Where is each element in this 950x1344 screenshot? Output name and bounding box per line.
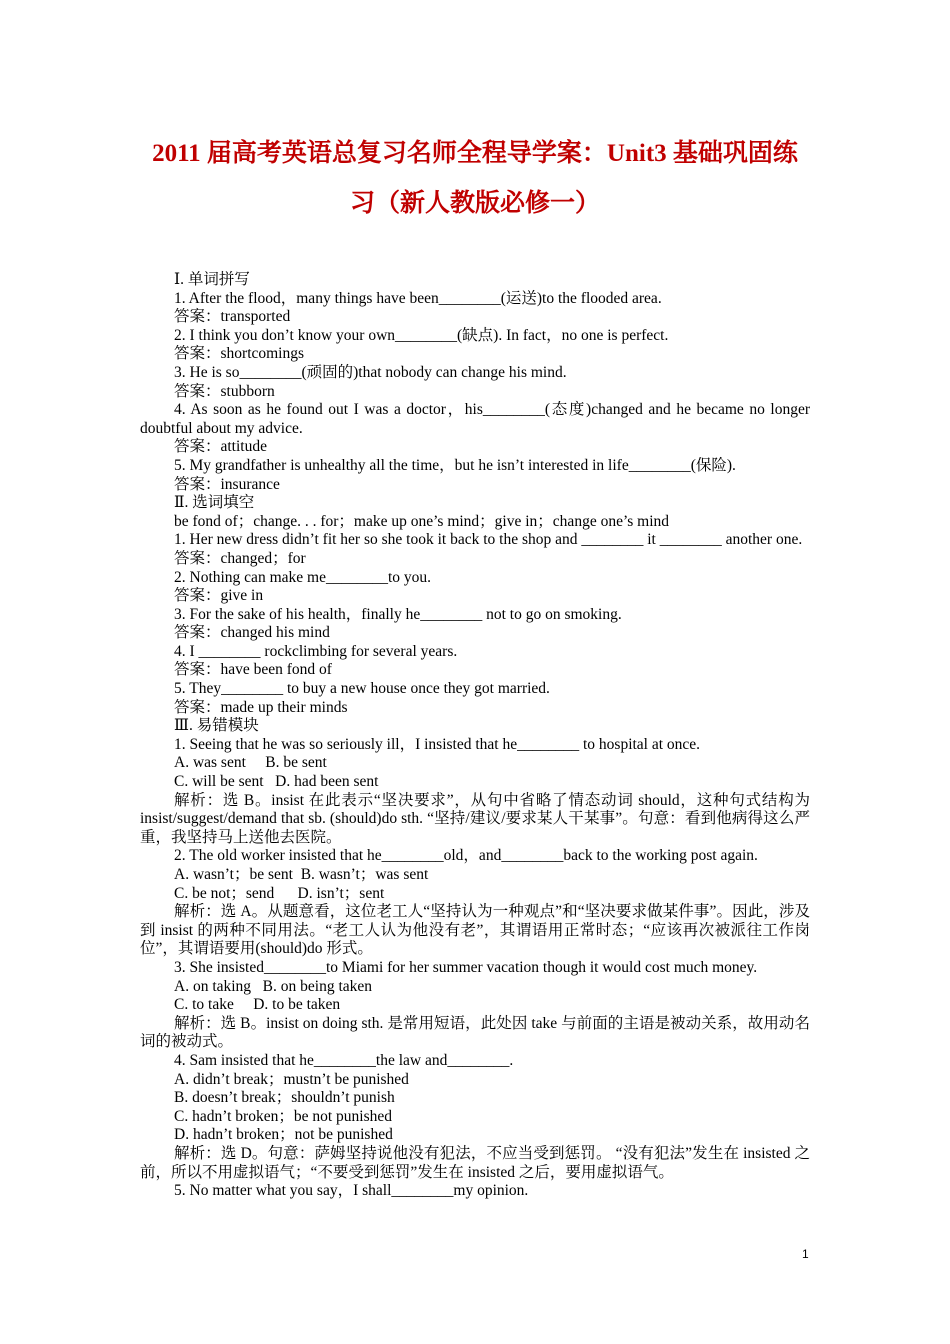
paragraph: Ⅲ. 易错模块	[174, 717, 259, 735]
paragraph: 解析：选 D。句意：萨姆坚持说他没有犯法，不应当受到惩罚。 “没有犯法”发生在 insisted 之前，所以不用虚拟语气；“不要受到惩罚”发生在 insisted 之后，要用虚拟语气。	[140, 1144, 810, 1181]
paragraph: 答案：give in	[174, 587, 264, 605]
paragraph: 5. No matter what you say，I shall________my opinion.	[174, 1182, 529, 1200]
paragraph: 1. Seeing that he was so seriously ill，I insisted that he________ to hospital at once.	[174, 735, 701, 753]
paragraph: 1. Her new dress didn’t fit her so she took it back to the shop and ________ it ________ another one.	[174, 531, 803, 549]
paragraph: 3. She insisted________to Miami for her summer vacation though it would cost much money.	[174, 958, 758, 976]
paragraph: be fond of；change. . . for；make up one’s mind；give in；change one’s mind	[174, 512, 670, 530]
paragraph: 2. I think you don’t know your own________(缺点). In fact，no one is perfect.	[174, 326, 669, 344]
paragraph: Ⅰ. 单词拼写	[174, 271, 250, 288]
paragraph: C. will be sent D. had been sent	[174, 773, 379, 791]
paragraph: 答案：changed his mind	[174, 624, 330, 642]
paragraph: 答案：have been fond of	[174, 661, 332, 679]
document-title-line-2: 习（新人教版必修一）	[349, 190, 600, 217]
paragraph: 4. Sam insisted that he________the law and________.	[174, 1051, 514, 1069]
paragraph: 2. The old worker insisted that he________old，and________back to the working post again.	[174, 847, 758, 865]
paragraph: A. was sent B. be sent	[174, 754, 327, 772]
paragraph: 答案：shortcomings	[174, 345, 305, 363]
paragraph: 答案：stubborn	[174, 382, 275, 400]
paragraph: 2. Nothing can make me________to you.	[174, 568, 431, 586]
exercise-body	[140, 271, 814, 1201]
paragraph: 解析：选 A。从题意看，这位老工人“坚持认为一种观点”和“坚决要求做某件事”。因此，涉及到 insist 的两种不同用法。“老工人认为他没有老”，其谓语用正常时态；“应该再次被派往工作岗位”，其谓语要用(should)do 形式。	[140, 903, 810, 958]
paragraph: A. didn’t break；mustn’t be punished	[174, 1070, 409, 1088]
paragraph: Ⅱ. 选词填空	[174, 494, 255, 512]
document-title-line-1: 2011 届高考英语总复习名师全程导学案：Unit3 基础巩固练	[152, 140, 798, 167]
paragraph: C. be not；send D. isn’t；sent	[174, 884, 385, 902]
paragraph: 答案：attitude	[174, 438, 267, 456]
paragraph: 3. He is so________(顽固的)that nobody can change his mind.	[174, 363, 567, 381]
paragraph: 解析：选 B。insist 在此表示“坚决要求”，从句中省略了情态动词 should，这种句式结构为 insist/suggest/demand that sb. (should)do sth. “坚持/建议/要求某人干某事”。句意：看到他病得这么严重，我坚持马上送他去医院。	[140, 791, 814, 846]
paragraph: B. doesn’t break；shouldn’t punish	[174, 1089, 395, 1107]
paragraph: 5. They________ to buy a new house once they got married.	[174, 680, 550, 698]
paragraph: 答案：transported	[174, 308, 291, 326]
paragraph: 答案：made up their minds	[174, 698, 348, 716]
paragraph: A. on taking B. on being taken	[174, 977, 373, 995]
paragraph: C. to take D. to be taken	[174, 996, 341, 1014]
paragraph: 4. I ________ rockclimbing for several years.	[174, 642, 458, 660]
paragraph: 解析：选 B。insist on doing sth. 是常用短语，此处因 take 与前面的主语是被动关系，故用动名词的被动式。	[140, 1014, 810, 1051]
paragraph: D. hadn’t broken；not be punished	[174, 1126, 393, 1144]
page-number: 1	[802, 1247, 809, 1261]
paragraph: A. wasn’t；be sent B. wasn’t；was sent	[174, 866, 429, 883]
paragraph: 1. After the flood，many things have been________(运送)to the flooded area.	[174, 289, 662, 307]
paragraph: 5. My grandfather is unhealthy all the time，but he isn’t interested in life________(保险).	[174, 456, 736, 474]
paragraph: 4. As soon as he found out I was a doctor，his________(态度)changed and he became no longer doubtful about my advice.	[140, 401, 814, 437]
paragraph: C. hadn’t broken；be not punished	[174, 1107, 392, 1125]
paragraph: 3. For the sake of his health，finally he________ not to go on smoking.	[174, 605, 622, 623]
paragraph: 答案：insurance	[174, 475, 280, 493]
paragraph: 答案：changed；for	[174, 549, 306, 567]
